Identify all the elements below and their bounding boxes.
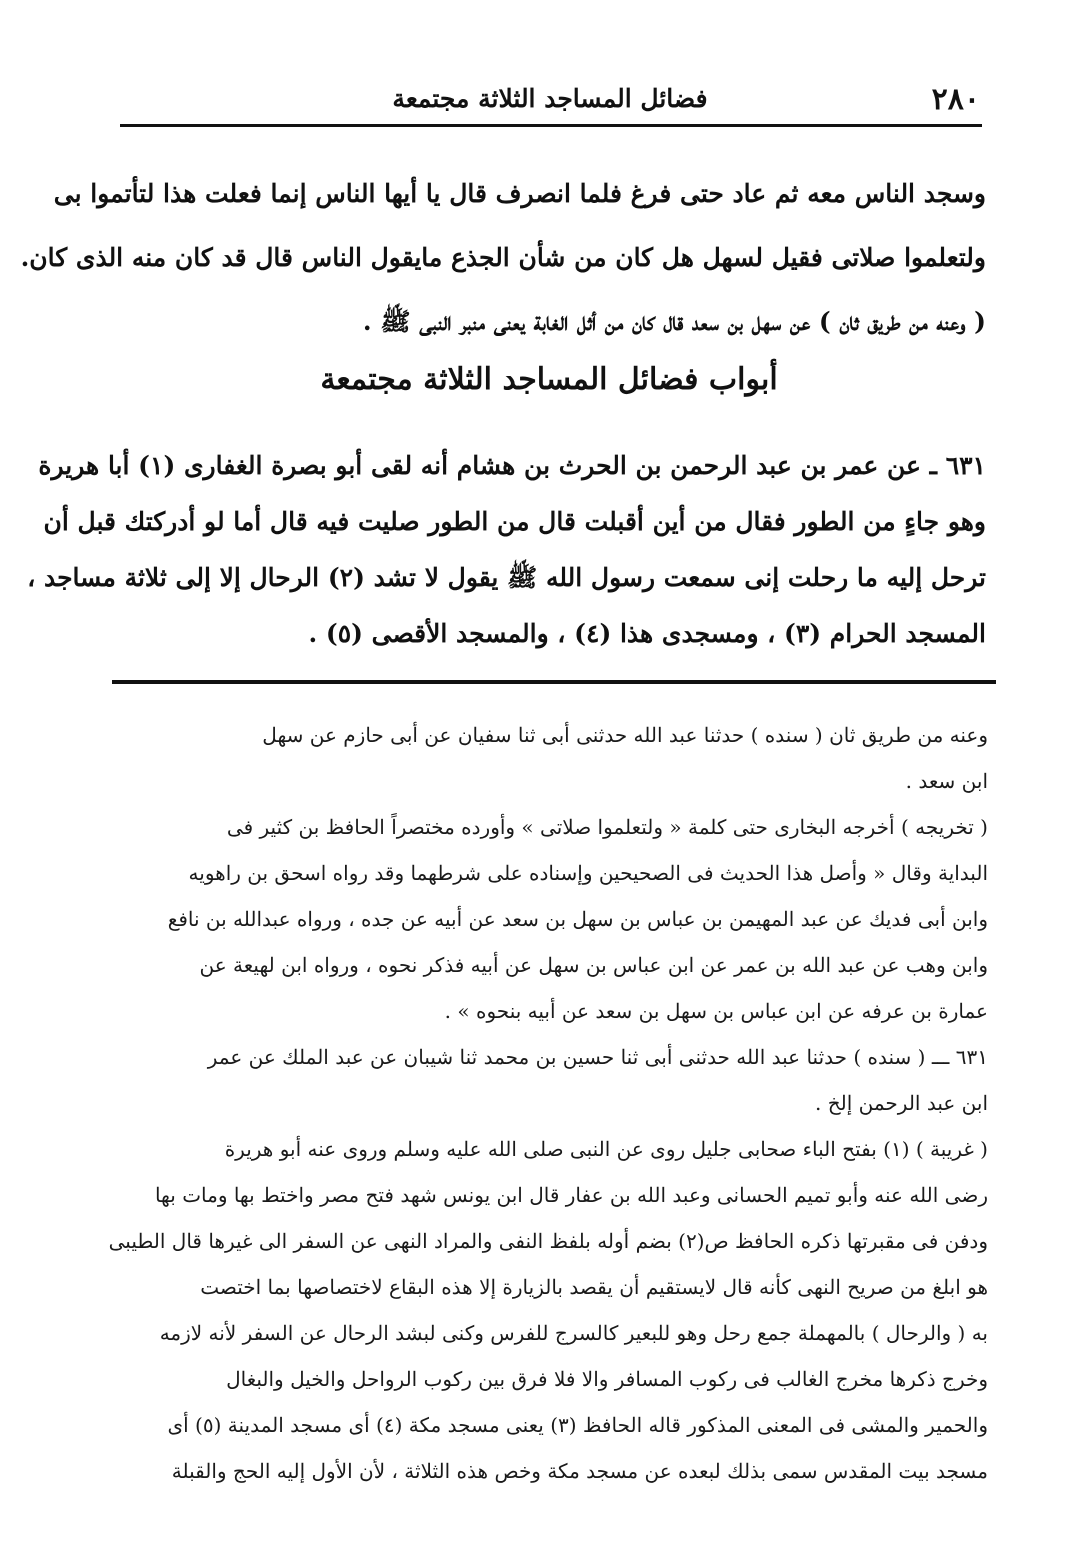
page-number: ٢٨٠	[931, 82, 980, 117]
running-title: فضائل المساجد الثلاثة مجتمعة	[392, 84, 708, 113]
text-line: المسجد الحرام (٣) ، ومسجدى هذا (٤) ، والمسجد الأقصى (٥) .	[308, 619, 986, 648]
footnotes	[100, 712, 988, 1494]
footnote-line: ( تخريجه ) أخرجه البخارى حتى كلمة « ولتعلموا صلاتى » وأورده مختصراً الحافظ بن كثير فى	[226, 815, 988, 839]
footnote-line: وخرج ذكرها مخرج الغالب فى ركوب المسافر والا فلا فرق بين ركوب الرواحل والخيل والبغال	[226, 1367, 988, 1391]
footnote-line: والحمير والمشى فى المعنى المذكور قاله الحافظ (٣) يعنى مسجد مكة (٤) أى مسجد المدينة (٥) أى	[167, 1413, 988, 1437]
footnote-line: هو ابلغ من صريح النهى كأنه قال لايستقيم أن يقصد بالزيارة إلا هذه البقاع لاختصاصها بما اختصت	[200, 1275, 988, 1299]
footnote-line: وابن وهب عن عبد الله بن عمر عن ابن عباس بن سهل عن أبيه فذكر نحوه ، ورواه ابن لهيعة عن	[199, 953, 988, 977]
text-line: وهو جاءٍ من الطور فقال من أين أقبلت قال من الطور صليت فيه قال أما لو أدركتك قبل أن	[43, 507, 986, 536]
footnote-line: ابن عبد الرحمن إلخ .	[815, 1091, 988, 1115]
text-line: وسجد الناس معه ثم عاد حتى فرغ فلما انصرف قال يا أيها الناس إنما فعلت هذا لتأتموا بى	[53, 179, 986, 208]
footnote-line: مسجد بيت المقدس سمى بذلك لبعده عن مسجد مكة وخص هذه الثلاثة ، لأن الأول إليه الحج والقبلة	[171, 1459, 988, 1483]
header-rule	[120, 124, 982, 127]
footnote-line: ( غريبة ) (١) بفتح الباء صحابى جليل روى عن النبى صلى الله عليه وسلم وروى عنه أبو هريرة	[224, 1137, 988, 1161]
footnote-line: ابن سعد .	[905, 769, 988, 793]
text-line: ( وعنه من طريق ثان ) عن سهل بن سعد قال كان من أثل الغابة يعنى منبر النبى ﷺ .	[362, 307, 986, 336]
footnote-divider	[112, 680, 996, 684]
footnote-line: عمارة بن عرفه عن ابن عباس بن سهل بن سعد عن أبيه بنحوه » .	[444, 999, 988, 1023]
footnote-line: البداية وقال « وأصل هذا الحديث فى الصحيحين وإسناده على شرطهما وقد رواه اسحق بن راهويه	[188, 861, 988, 885]
footnote-line: رضى الله عنه وأبو تميم الحسانى وعبد الله بن عفار قال ابن يونس شهد فتح مصر واختط بها ومات بها	[154, 1183, 988, 1207]
text-line: ترحل إليه ما رحلت إنى سمعت رسول الله ﷺ يقول لا تشد (٢) الرحال إلا إلى ثلاثة مساجد ،	[27, 563, 986, 592]
text-line: ٦٣١ ـ عن عمر بن عبد الرحمن بن الحرث بن هشام أنه لقى أبو بصرة الغفارى (١) أبا هريرة	[38, 451, 986, 480]
footnote-line: وابن أبى فديك عن عبد المهيمن بن عباس بن سهل بن سعد عن أبيه عن جده ، ورواه عبدالله بن نافع	[167, 907, 988, 931]
hadith-text	[27, 438, 986, 662]
page-header	[120, 78, 980, 122]
footnote-line: وعنه من طريق ثان ( سنده ) حدثنا عبد الله حدثنى أبى ثنا سفيان عن أبى حازم عن سهل	[262, 723, 988, 747]
text-line: ولتعلموا صلاتى فقيل لسهل هل كان من شأن الجذع مايقول الناس قال قد كان منه الذى كان.	[20, 243, 986, 272]
footnote-line: ٦٣١ ـــ ( سنده ) حدثنا عبد الله حدثنى أبى ثنا حسين بن محمد ثنا شيبان عن عبد الملك عن عمر	[207, 1045, 988, 1069]
footnote-line: به ( والرحال ) بالمهملة جمع رحل وهو للبعير كالسرج للفرس وكنى لبشد الرحال عن السفر لأنه لازمه	[159, 1321, 988, 1345]
footnote-line: ودفن فى مقبرتها ذكره الحافظ ص(٢) بضم أوله بلفظ النفى والمراد النهى عن السفر الى غيرها قال الطيبى	[108, 1229, 988, 1253]
section-heading: أبواب فضائل المساجد الثلاثة مجتمعة	[320, 362, 778, 397]
main-text	[20, 162, 986, 354]
